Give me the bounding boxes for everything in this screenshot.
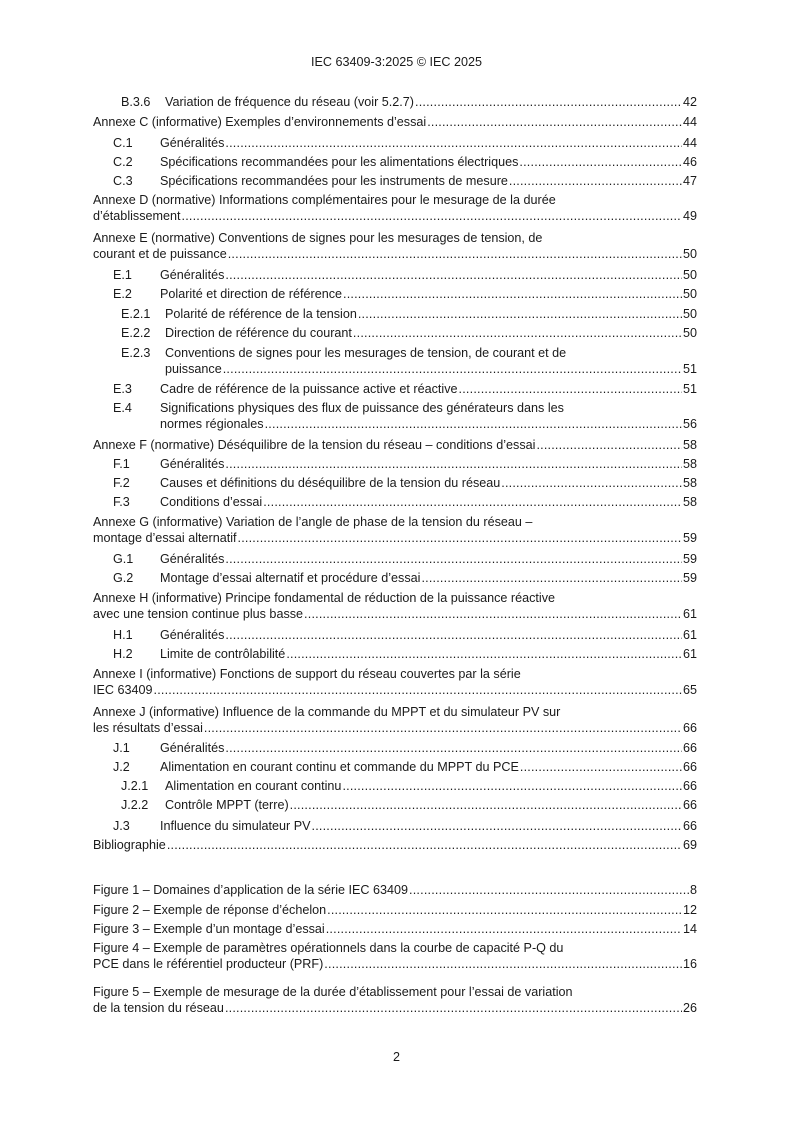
- toc-entry-page: 66: [682, 721, 697, 735]
- toc-entry-title: Alimentation en courant continu et commande du MPPT du PCE: [160, 760, 519, 774]
- toc-entry-page: 58: [682, 438, 697, 452]
- dot-leader: [182, 208, 682, 224]
- toc-entry-title: Figure 4 – Exemple de paramètres opérationnels dans la courbe de capacité P-Q du: [93, 941, 564, 955]
- toc-entry-number: E.2.2: [121, 326, 151, 340]
- toc-entry-page: 50: [682, 268, 697, 282]
- toc-entry-page: 44: [682, 136, 697, 150]
- toc-entry-title: Contrôle MPPT (terre): [165, 798, 289, 812]
- toc-entry-title: Figure 2 – Exemple de réponse d’échelon: [93, 903, 327, 917]
- toc-entry-title: Conditions d’essai: [160, 495, 263, 509]
- dot-leader: [225, 1000, 682, 1016]
- dot-leader: [154, 682, 682, 698]
- toc-entry-title: montage d’essai alternatif: [93, 531, 237, 545]
- dot-leader: [286, 646, 682, 662]
- dot-leader: [225, 135, 682, 151]
- toc-entry-title: Annexe H (informative) Principe fondamental de réduction de la puissance réactive: [93, 591, 556, 605]
- dot-leader: [353, 325, 682, 341]
- dot-leader: [536, 437, 682, 453]
- toc-entry-page: 59: [682, 531, 697, 545]
- dot-leader: [459, 381, 682, 397]
- toc-entry-number: E.2.3: [121, 346, 151, 360]
- toc-entry-title: Significations physiques des flux de puissance des générateurs dans les: [160, 401, 564, 415]
- dot-leader: [312, 818, 682, 834]
- dot-leader: [324, 956, 682, 972]
- toc-entry-title: Influence du simulateur PV: [160, 819, 311, 833]
- toc-entry-number: J.1: [113, 741, 130, 755]
- toc-entry-title: Polarité de référence de la tension: [165, 307, 357, 321]
- toc-entry-page: 26: [682, 1001, 697, 1015]
- toc-entry-number: C.3: [113, 174, 133, 188]
- toc-entry-title: Cadre de référence de la puissance active et réactive: [160, 382, 458, 396]
- toc-entry-title: Bibliographie: [93, 838, 166, 852]
- dot-leader: [238, 530, 682, 546]
- toc-entry-page: 42: [682, 95, 697, 109]
- toc-entry-page: 66: [682, 779, 697, 793]
- page-number: 2: [392, 1050, 400, 1064]
- toc-entry-number: J.3: [113, 819, 130, 833]
- toc-entry-title: Causes et définitions du déséquilibre de la tension du réseau: [160, 476, 501, 490]
- toc-entry-title: Montage d’essai alternatif et procédure d’essai: [160, 571, 421, 585]
- toc-entry-number: F.2: [113, 476, 130, 490]
- toc-entry-title: Spécifications recommandées pour les alimentations électriques: [160, 155, 519, 169]
- toc-entry-page: 8: [689, 883, 697, 897]
- toc-entry-number: E.2.1: [121, 307, 151, 321]
- toc-entry-title: Annexe J (informative) Influence de la commande du MPPT et du simulateur PV sur: [93, 705, 561, 719]
- toc-entry-title: Généralités: [160, 136, 225, 150]
- dot-leader: [223, 361, 682, 377]
- toc-entry-page: 66: [682, 798, 697, 812]
- dot-leader: [327, 902, 682, 918]
- toc-entry-number: E.4: [113, 401, 132, 415]
- toc-entry-number: B.3.6: [121, 95, 151, 109]
- toc-entry-title: puissance: [165, 362, 222, 376]
- dot-leader: [228, 246, 682, 262]
- toc-entry-title: de la tension du réseau: [93, 1001, 224, 1015]
- toc-entry-number: J.2.1: [121, 779, 149, 793]
- dot-leader: [225, 627, 682, 643]
- toc-entry-number: J.2.2: [121, 798, 149, 812]
- toc-entry-title: Figure 1 – Domaines d’application de la série IEC 63409: [93, 883, 409, 897]
- toc-entry-number: H.2: [113, 647, 133, 661]
- dot-leader: [304, 606, 682, 622]
- toc-entry-number: E.2: [113, 287, 132, 301]
- toc-entry-page: 59: [682, 571, 697, 585]
- dot-leader: [342, 778, 682, 794]
- toc-entry-page: 50: [682, 287, 697, 301]
- toc-entry-page: 14: [682, 922, 697, 936]
- toc-entry-title: Direction de référence du courant: [165, 326, 352, 340]
- toc-entry-title: Variation de fréquence du réseau (voir 5.2.7): [165, 95, 414, 109]
- dot-leader: [225, 740, 682, 756]
- dot-leader: [421, 570, 682, 586]
- toc-entry-page: 56: [682, 417, 697, 431]
- dot-leader: [265, 416, 682, 432]
- toc-entry-title: PCE dans le référentiel producteur (PRF): [93, 957, 324, 971]
- toc-entry-page: 46: [682, 155, 697, 169]
- dot-leader: [509, 173, 682, 189]
- toc-entry-page: 51: [682, 382, 697, 396]
- toc-entry-page: 58: [682, 495, 697, 509]
- toc-entry-page: 61: [682, 647, 697, 661]
- toc-entry-page: 66: [682, 741, 697, 755]
- dot-leader: [501, 475, 682, 491]
- dot-leader: [326, 921, 682, 937]
- toc-entry-page: 66: [682, 760, 697, 774]
- toc-entry-page: 47: [682, 174, 697, 188]
- dot-leader: [519, 154, 682, 170]
- toc-entry-page: 69: [682, 838, 697, 852]
- dot-leader: [204, 720, 682, 736]
- page-header: IEC 63409-3:2025 © IEC 2025: [310, 55, 482, 69]
- toc-entry-title: Conventions de signes pour les mesurages de tension, de courant et de: [165, 346, 567, 360]
- toc-entry-title: Annexe D (normative) Informations complémentaires pour le mesurage de la durée: [93, 193, 556, 207]
- toc-entry-title: Généralités: [160, 741, 225, 755]
- dot-leader: [358, 306, 682, 322]
- dot-leader: [167, 837, 682, 853]
- toc-entry-title: IEC 63409: [93, 683, 153, 697]
- toc-entry-page: 61: [682, 607, 697, 621]
- dot-leader: [427, 114, 682, 130]
- toc-entry-number: E.3: [113, 382, 132, 396]
- toc-entry-number: C.1: [113, 136, 133, 150]
- toc-entry-page: 59: [682, 552, 697, 566]
- toc-entry-title: Généralités: [160, 457, 225, 471]
- toc-entry-number: F.3: [113, 495, 130, 509]
- toc-entry-page: 51: [682, 362, 697, 376]
- dot-leader: [290, 797, 682, 813]
- toc-entry-title: Alimentation en courant continu: [165, 779, 342, 793]
- dot-leader: [415, 94, 682, 110]
- toc-entry-number: H.1: [113, 628, 133, 642]
- toc-entry-title: courant et de puissance: [93, 247, 227, 261]
- toc-entry-title: Figure 3 – Exemple d’un montage d’essai: [93, 922, 325, 936]
- toc-entry-title: Spécifications recommandées pour les instruments de mesure: [160, 174, 508, 188]
- toc-entry-title: Annexe E (normative) Conventions de signes pour les mesurages de tension, de: [93, 231, 543, 245]
- toc-entry-title: Généralités: [160, 268, 225, 282]
- toc-entry-title: Annexe F (normative) Déséquilibre de la tension du réseau – conditions d’essai: [93, 438, 536, 452]
- toc-entry-title: d’établissement: [93, 209, 181, 223]
- toc-entry-number: J.2: [113, 760, 130, 774]
- toc-entry-page: 50: [682, 307, 697, 321]
- toc-entry-page: 66: [682, 819, 697, 833]
- toc-entry-page: 50: [682, 247, 697, 261]
- toc-entry-number: G.1: [113, 552, 134, 566]
- toc-entry-page: 58: [682, 476, 697, 490]
- toc-entry-number: E.1: [113, 268, 132, 282]
- toc-entry-page: 58: [682, 457, 697, 471]
- toc-entry-number: G.2: [113, 571, 134, 585]
- toc-entry-page: 50: [682, 326, 697, 340]
- toc-entry-title: Généralités: [160, 628, 225, 642]
- toc-entry-page: 49: [682, 209, 697, 223]
- toc-entry-title: les résultats d’essai: [93, 721, 203, 735]
- dot-leader: [225, 551, 682, 567]
- toc-entry-number: C.2: [113, 155, 133, 169]
- toc-entry-title: avec une tension continue plus basse: [93, 607, 304, 621]
- dot-leader: [263, 494, 682, 510]
- toc-entry-page: 44: [682, 115, 697, 129]
- toc-entry-number: F.1: [113, 457, 130, 471]
- toc-entry-page: 16: [682, 957, 697, 971]
- toc-entry-title: Polarité et direction de référence: [160, 287, 343, 301]
- toc-entry-title: Figure 5 – Exemple de mesurage de la durée d’établissement pour l’essai de variation: [93, 985, 573, 999]
- dot-leader: [225, 456, 682, 472]
- toc-entry-title: normes régionales: [160, 417, 264, 431]
- toc-entry-title: Limite de contrôlabilité: [160, 647, 286, 661]
- toc-entry-title: Annexe C (informative) Exemples d’environnements d’essai: [93, 115, 427, 129]
- toc-entry-title: Généralités: [160, 552, 225, 566]
- toc-entry-page: 61: [682, 628, 697, 642]
- dot-leader: [343, 286, 682, 302]
- toc-entry-title: Annexe I (informative) Fonctions de support du réseau couvertes par la série: [93, 667, 521, 681]
- toc-entry-page: 65: [682, 683, 697, 697]
- toc-entry-page: 12: [682, 903, 697, 917]
- toc-entry-title: Annexe G (informative) Variation de l’angle de phase de la tension du réseau –: [93, 515, 533, 529]
- dot-leader: [409, 882, 689, 898]
- dot-leader: [520, 759, 682, 775]
- dot-leader: [225, 267, 682, 283]
